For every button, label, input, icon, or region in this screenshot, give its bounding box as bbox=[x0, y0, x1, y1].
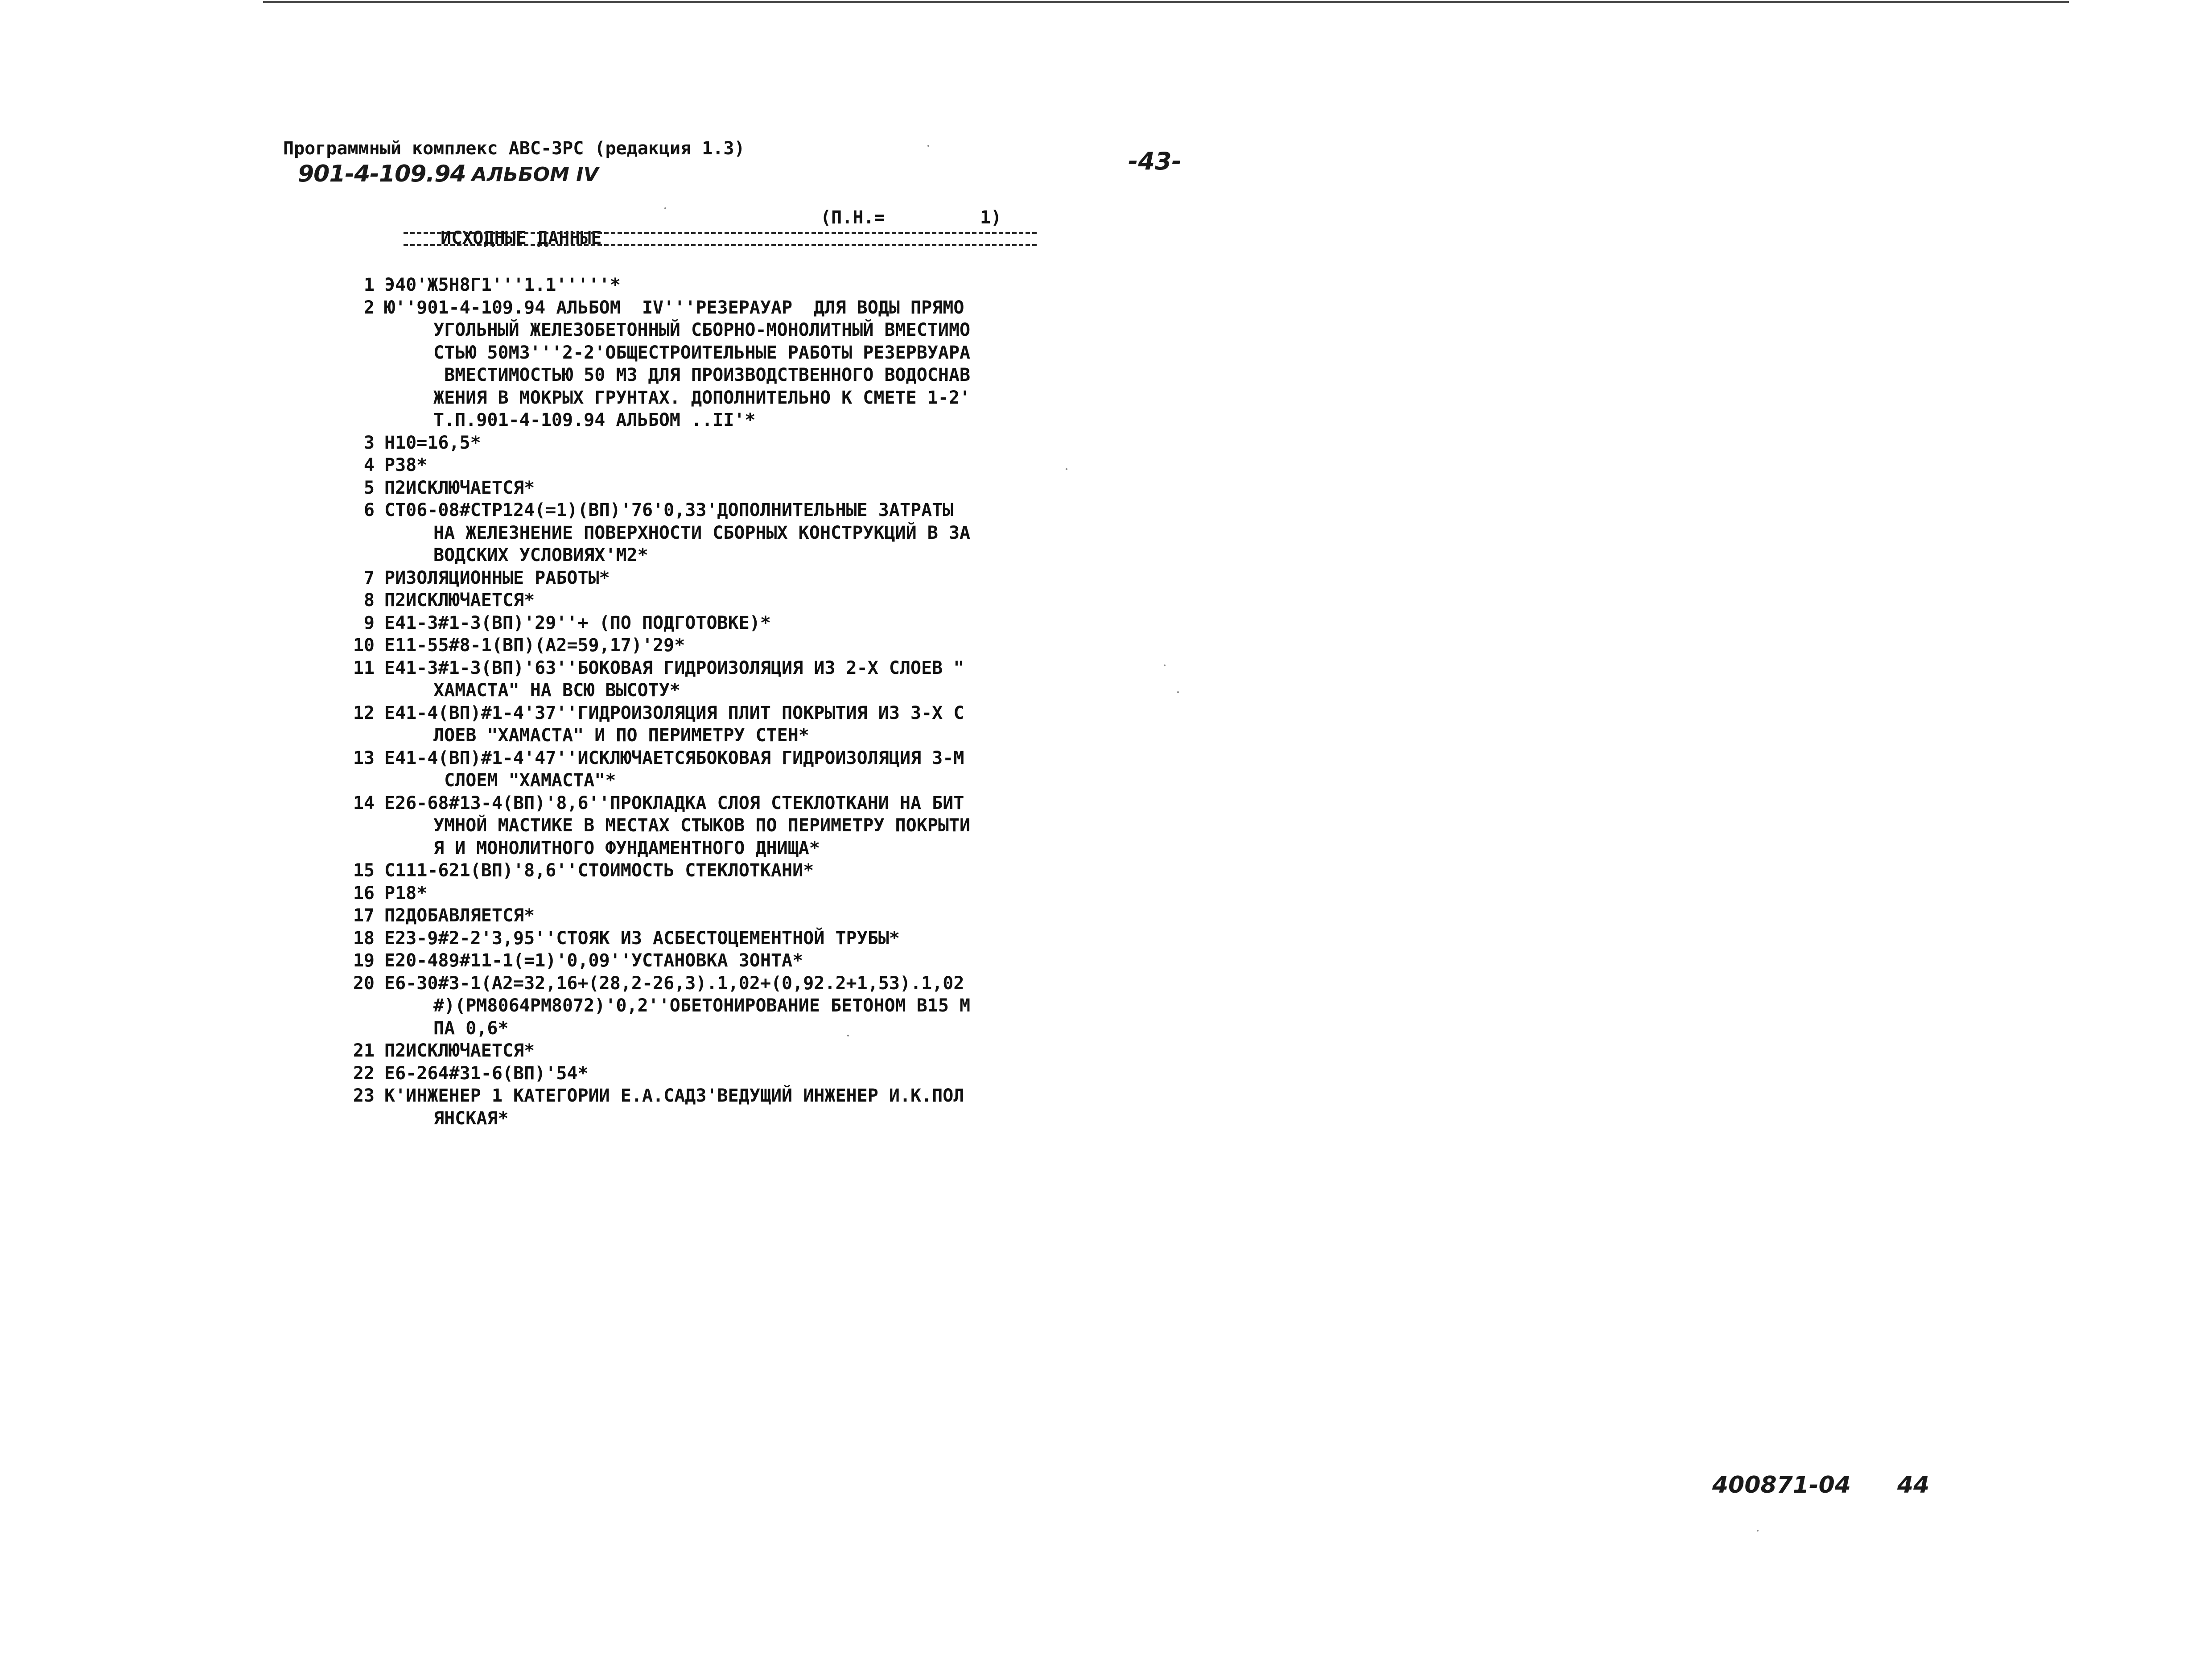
entry-continuation-line bbox=[330, 544, 970, 567]
entry-text: ЛОЕВ "ХАМАСТА" И ПО ПЕРИМЕТРУ СТЕН* bbox=[433, 725, 809, 746]
entry-number: 21 bbox=[353, 1040, 375, 1061]
entry-number: 11 bbox=[353, 657, 375, 678]
entry-text: ЯНСКАЯ* bbox=[433, 1108, 509, 1129]
entry-text: СТ06-08#СТР124(=1)(ВП)'76'0,33'ДОПОЛНИТЕЛЬНЫЕ ЗАТРАТЫ bbox=[384, 500, 954, 520]
entry-text: Е23-9#2-2'3,95''СТОЯК ИЗ АСБЕСТОЦЕМЕНТНОЙ ТРУБЫ* bbox=[384, 928, 900, 949]
program-header: Программный комплекс АВС-3РС (редакция 1.3) bbox=[283, 138, 745, 159]
entry-text: Е20-489#11-1(=1)'0,09''УСТАНОВКА ЗОНТА* bbox=[384, 950, 803, 971]
entry-number: 8 bbox=[363, 590, 375, 611]
entry-text: УГОЛЬНЫЙ ЖЕЛЕЗОБЕТОННЫЙ СБОРНО-МОНОЛИТНЫЙ ВМЕСТИМО bbox=[433, 320, 971, 340]
entry-continuation-line bbox=[330, 409, 970, 432]
entry-number: 4 bbox=[363, 455, 375, 475]
entry-text: Е6-264#31-6(ВП)'54* bbox=[384, 1063, 589, 1084]
entry-text: П2ДОБАВЛЯЕТСЯ* bbox=[384, 905, 535, 926]
entry-line bbox=[330, 454, 970, 477]
entry-line bbox=[330, 882, 970, 905]
entry-number: 7 bbox=[363, 567, 375, 588]
entry-number: 17 bbox=[353, 905, 375, 926]
scan-speck bbox=[664, 207, 666, 209]
entry-line bbox=[330, 634, 970, 657]
entry-number: 9 bbox=[363, 612, 375, 633]
entry-line bbox=[330, 792, 970, 815]
entry-text: Э40'Ж5Н8Г1'''1.1'''''* bbox=[384, 275, 621, 295]
entry-text: С111-621(ВП)'8,6''СТОИМОСТЬ СТЕКЛОТКАНИ* bbox=[384, 860, 814, 881]
entry-continuation-line bbox=[330, 679, 970, 702]
sheet-number-handwritten: 44 bbox=[1897, 1472, 1930, 1498]
entry-text: Е26-68#13-4(ВП)'8,6''ПРОКЛАДКА СЛОЯ СТЕКЛОТКАНИ НА БИТ bbox=[384, 793, 964, 813]
entry-number: 20 bbox=[353, 973, 375, 994]
archive-stamp-handwritten: 400871-04 bbox=[1712, 1472, 1851, 1498]
entry-text: П2ИСКЛЮЧАЕТСЯ* bbox=[384, 477, 535, 498]
entry-text: Р18* bbox=[384, 883, 428, 904]
entry-text: УМНОЙ МАСТИКЕ В МЕСТАХ СТЫКОВ ПО ПЕРИМЕТРУ ПОКРЫТИ bbox=[433, 815, 971, 836]
entry-line bbox=[330, 747, 970, 770]
entry-number: 12 bbox=[353, 702, 375, 723]
project-code-handwritten: 901-4-109.94 bbox=[298, 161, 466, 187]
entry-text: НА ЖЕЛЕЗНЕНИЕ ПОВЕРХНОСТИ СБОРНЫХ КОНСТРУКЦИЙ В ЗА bbox=[433, 522, 971, 543]
album-handwritten: АЛЬБОМ IV bbox=[472, 163, 599, 186]
entry-continuation-line bbox=[330, 319, 970, 342]
pn-label: (П.Н.= bbox=[820, 207, 885, 228]
entry-line bbox=[330, 1085, 970, 1107]
entry-text: #)(РМ8064РМ8072)'0,2''ОБЕТОНИРОВАНИЕ БЕТОНОМ В15 М bbox=[433, 995, 971, 1016]
entry-line bbox=[330, 1062, 970, 1085]
scan-speck bbox=[847, 1035, 849, 1036]
entry-continuation-line bbox=[330, 769, 970, 792]
entry-text: ХАМАСТА" НА ВСЮ ВЫСОТУ* bbox=[433, 680, 680, 701]
entry-line bbox=[330, 859, 970, 882]
entry-text: Е6-30#3-1(А2=32,16+(28,2-26,3).1,02+(0,92.2+1,53).1,02 bbox=[384, 973, 964, 994]
entry-text: Р38* bbox=[384, 455, 428, 475]
entry-text: Е11-55#8-1(ВП)(А2=59,17)'29* bbox=[384, 635, 685, 656]
entry-continuation-line bbox=[330, 364, 970, 387]
entry-number: 22 bbox=[353, 1063, 375, 1084]
entry-line bbox=[330, 972, 970, 995]
entry-continuation-line bbox=[330, 724, 970, 747]
entry-continuation-line bbox=[330, 995, 970, 1017]
entry-text: РИЗОЛЯЦИОННЫЕ РАБОТЫ* bbox=[384, 567, 610, 588]
entry-number: 18 bbox=[353, 928, 375, 949]
entry-number: 23 bbox=[353, 1086, 375, 1106]
entry-text: Т.П.901-4-109.94 АЛЬБОМ ..II'* bbox=[433, 410, 756, 430]
entry-line bbox=[330, 904, 970, 927]
scan-speck bbox=[1066, 468, 1067, 470]
entry-line bbox=[330, 499, 970, 522]
entry-line bbox=[330, 949, 970, 972]
entry-line bbox=[330, 477, 970, 499]
entry-continuation-line bbox=[330, 814, 970, 837]
entry-number: 16 bbox=[353, 883, 375, 904]
input-data-listing bbox=[330, 274, 970, 1130]
entry-text: Е41-4(ВП)#1-4'37''ГИДРОИЗОЛЯЦИЯ ПЛИТ ПОКРЫТИЯ ИЗ 3-Х С bbox=[384, 702, 964, 723]
entry-number: 15 bbox=[353, 860, 375, 881]
entry-text: ВОДСКИХ УСЛОВИЯХ'М2* bbox=[433, 545, 648, 566]
entry-continuation-line bbox=[330, 522, 970, 545]
entry-text: СТЬЮ 50М3'''2-2'ОБЩЕСТРОИТЕЛЬНЫЕ РАБОТЫ РЕЗЕРВУАРА bbox=[433, 342, 971, 363]
entry-line bbox=[330, 432, 970, 454]
entry-line bbox=[330, 567, 970, 590]
entry-text: Е41-3#1-3(ВП)'63''БОКОВАЯ ГИДРОИЗОЛЯЦИЯ ИЗ 2-Х СЛОЕВ " bbox=[384, 657, 964, 678]
section-title-label: ИСХОДНЫЕ ДАННЫЕ bbox=[441, 228, 602, 248]
entry-number: 13 bbox=[353, 747, 375, 768]
entry-text: СЛОЕМ "ХАМАСТА"* bbox=[433, 770, 616, 791]
entry-text: Е41-3#1-3(ВП)'29''+ (ПО ПОДГОТОВКЕ)* bbox=[384, 612, 771, 633]
entry-continuation-line bbox=[330, 387, 970, 409]
scan-speck bbox=[927, 145, 929, 147]
page-number-handwritten: -43- bbox=[1128, 147, 1182, 175]
entry-line bbox=[330, 702, 970, 725]
entry-text: Е41-4(ВП)#1-4'47''ИСКЛЮЧАЕТСЯБОКОВАЯ ГИДРОИЗОЛЯЦИЯ 3-М bbox=[384, 747, 964, 768]
scan-speck bbox=[1757, 1530, 1759, 1532]
entry-line bbox=[330, 297, 970, 319]
entry-text: Я И МОНОЛИТНОГО ФУНДАМЕНТНОГО ДНИЩА* bbox=[433, 838, 820, 859]
entry-line bbox=[330, 589, 970, 612]
entry-continuation-line bbox=[330, 1107, 970, 1130]
entry-text: ПА 0,6* bbox=[433, 1018, 509, 1039]
entry-number: 19 bbox=[353, 950, 375, 971]
entry-number: 14 bbox=[353, 793, 375, 813]
entry-text: К'ИНЖЕНЕР 1 КАТЕГОРИИ Е.А.САДЗ'ВЕДУЩИЙ ИНЖЕНЕР И.К.ПОЛ bbox=[384, 1086, 964, 1106]
entry-number: 1 bbox=[363, 275, 375, 295]
double-divider bbox=[404, 232, 1037, 246]
entry-text: Н10=16,5* bbox=[384, 432, 481, 453]
entry-number: 2 bbox=[363, 297, 375, 318]
entry-continuation-line bbox=[330, 1017, 970, 1040]
entry-text: Ю''901-4-109.94 АЛЬБОМ IV'''РЕЗЕРАУАР ДЛЯ ВОДЫ ПРЯМО bbox=[384, 297, 964, 318]
entry-text: ВМЕСТИМОСТЬЮ 50 М3 ДЛЯ ПРОИЗВОДСТВЕННОГО ВОДОСНАВ bbox=[433, 365, 971, 385]
entry-number: 5 bbox=[363, 477, 375, 498]
entry-line bbox=[330, 657, 970, 680]
entry-line bbox=[330, 612, 970, 635]
scan-speck bbox=[1164, 665, 1166, 666]
entry-text: ЖЕНИЯ В МОКРЫХ ГРУНТАХ. ДОПОЛНИТЕЛЬНО К СМЕТЕ 1-2' bbox=[433, 387, 971, 408]
entry-text: П2ИСКЛЮЧАЕТСЯ* bbox=[384, 590, 535, 611]
entry-number: 10 bbox=[353, 635, 375, 656]
top-border-line bbox=[263, 1, 2069, 3]
pn-value: 1) bbox=[980, 207, 1002, 228]
entry-line bbox=[330, 1040, 970, 1062]
entry-continuation-line bbox=[330, 342, 970, 364]
entry-continuation-line bbox=[330, 837, 970, 860]
entry-number: 3 bbox=[363, 432, 375, 453]
scan-speck bbox=[1177, 691, 1179, 693]
entry-number: 6 bbox=[363, 500, 375, 520]
entry-line bbox=[330, 927, 970, 950]
entry-text: П2ИСКЛЮЧАЕТСЯ* bbox=[384, 1040, 535, 1061]
entry-line bbox=[330, 274, 970, 297]
